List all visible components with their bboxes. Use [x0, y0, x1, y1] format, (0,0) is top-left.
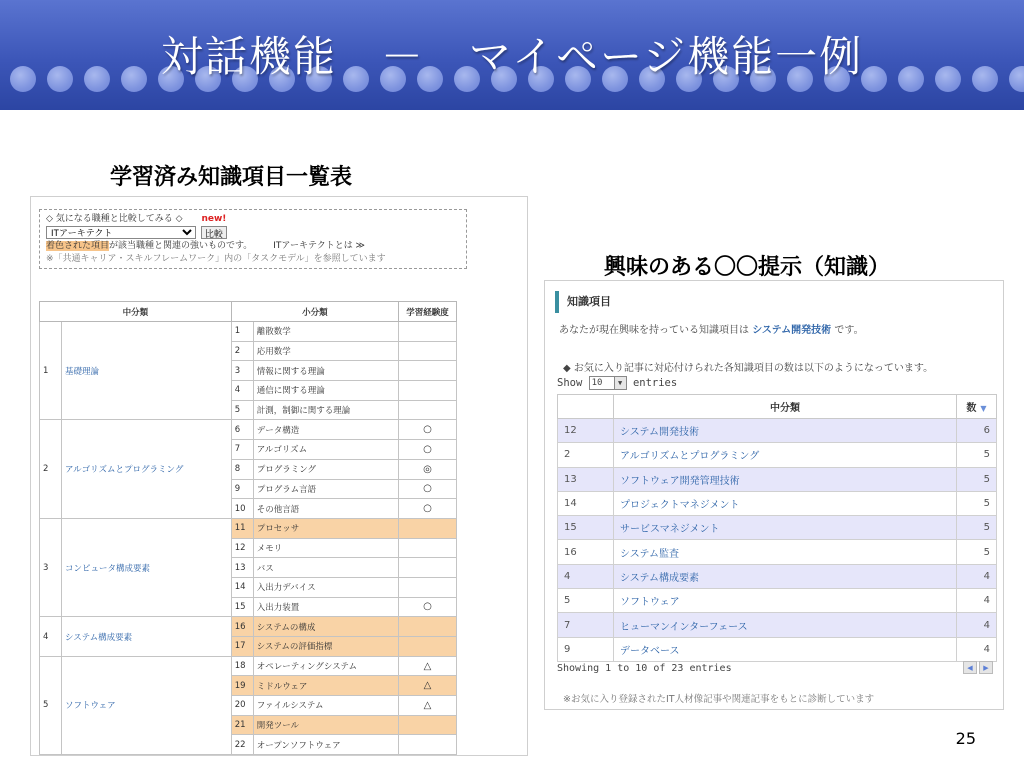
- col-header-subcategory: 小分類: [231, 302, 398, 322]
- row-category[interactable]: ソフトウェア: [614, 589, 957, 613]
- row-count: 4: [957, 637, 997, 661]
- learned-knowledge-panel: [30, 196, 528, 756]
- subcategory-number: 22: [231, 735, 253, 755]
- table-row[interactable]: [558, 589, 997, 613]
- caption-right: 興味のある〇〇提示（知識）: [604, 255, 891, 280]
- col-header-experience: 学習経験度: [399, 302, 457, 322]
- compare-job-box: [39, 209, 467, 269]
- experience-level: ○: [399, 420, 457, 440]
- experience-level: ○: [399, 440, 457, 460]
- row-count: 4: [957, 564, 997, 588]
- experience-level: [399, 577, 457, 597]
- subcategory-name: その他言語: [253, 499, 398, 519]
- subcategory-number: 1: [231, 322, 253, 342]
- category-name: 基礎理論: [62, 322, 232, 420]
- show-label: Show: [557, 377, 583, 389]
- experience-level: [399, 322, 457, 342]
- row-category[interactable]: システム構成要素: [614, 564, 957, 588]
- subcategory-number: 12: [231, 538, 253, 558]
- subcategory-name: システムの構成: [253, 617, 398, 637]
- subcategory-name: 計測，制御に関する理論: [253, 400, 398, 420]
- sort-desc-icon[interactable]: ▼: [980, 404, 987, 413]
- subcategory-number: 5: [231, 400, 253, 420]
- row-count: 5: [957, 491, 997, 515]
- highlight-legend-desc: が該当職種と関連の強いものです。: [109, 241, 253, 251]
- interest-table: [557, 394, 997, 662]
- prev-page-icon[interactable]: ◀: [963, 661, 977, 674]
- category-name: ソフトウェア: [62, 656, 232, 754]
- category-number: 2: [40, 420, 62, 518]
- row-id: 14: [558, 491, 614, 515]
- col-header-count[interactable]: [957, 395, 997, 419]
- subcategory-number: 14: [231, 577, 253, 597]
- col-header-category: 中分類: [40, 302, 232, 322]
- subcategory-number: 17: [231, 637, 253, 657]
- pagination: [961, 661, 993, 674]
- table-row: [40, 617, 457, 637]
- subcategory-number: 18: [231, 656, 253, 676]
- job-info-link[interactable]: ITアーキテクトとは ≫: [273, 241, 365, 251]
- experience-level: △: [399, 656, 457, 676]
- subcategory-number: 19: [231, 676, 253, 696]
- subcategory-name: システムの評価指標: [253, 637, 398, 657]
- row-count: 5: [957, 467, 997, 491]
- experience-level: [399, 617, 457, 637]
- row-category[interactable]: システム監査: [614, 540, 957, 564]
- compare-button[interactable]: 比較: [201, 226, 227, 239]
- interest-link[interactable]: システム開発技術: [752, 325, 832, 336]
- chevron-down-icon[interactable]: ▼: [614, 377, 626, 389]
- page-length-control: [557, 376, 677, 390]
- experience-level: [399, 735, 457, 755]
- table-row[interactable]: [558, 419, 997, 443]
- row-count: 4: [957, 589, 997, 613]
- subcategory-number: 9: [231, 479, 253, 499]
- experience-level: [399, 341, 457, 361]
- subcategory-number: 3: [231, 361, 253, 381]
- row-category[interactable]: プロジェクトマネジメント: [614, 491, 957, 515]
- job-select[interactable]: [46, 226, 196, 239]
- new-badge: new!: [201, 214, 227, 224]
- experience-level: ◎: [399, 459, 457, 479]
- subcategory-name: アルゴリズム: [253, 440, 398, 460]
- table-row: [40, 420, 457, 440]
- category-number: 1: [40, 322, 62, 420]
- table-row[interactable]: [558, 467, 997, 491]
- experience-level: [399, 637, 457, 657]
- experience-level: [399, 518, 457, 538]
- row-id: 7: [558, 613, 614, 637]
- row-id: 2: [558, 443, 614, 467]
- row-id: 13: [558, 467, 614, 491]
- experience-level: [399, 558, 457, 578]
- slide-title: 対話機能 － マイページ機能一例: [160, 32, 864, 81]
- experience-level: ○: [399, 479, 457, 499]
- category-name: システム構成要素: [62, 617, 232, 656]
- diagnosis-note: ※お気に入り登録されたIT人材像記事や関連記事をもとに診断しています: [563, 694, 875, 705]
- subcategory-number: 15: [231, 597, 253, 617]
- subcategory-number: 4: [231, 381, 253, 401]
- page-length-value: 10: [591, 378, 603, 388]
- table-row[interactable]: [558, 516, 997, 540]
- experience-level: [399, 715, 457, 735]
- page-number: 25: [955, 729, 976, 748]
- panel-heading: 知識項目: [555, 291, 611, 313]
- subcategory-number: 13: [231, 558, 253, 578]
- row-id: 9: [558, 637, 614, 661]
- compare-label: ◇ 気になる職種と比較してみる ◇: [46, 214, 183, 224]
- entries-label: entries: [632, 377, 678, 389]
- subcategory-number: 7: [231, 440, 253, 460]
- table-row: [40, 656, 457, 676]
- row-category[interactable]: サービスマネジメント: [614, 516, 957, 540]
- table-row[interactable]: [558, 491, 997, 515]
- interest-knowledge-panel: [544, 280, 1004, 710]
- row-count: 4: [957, 613, 997, 637]
- row-id: 15: [558, 516, 614, 540]
- experience-level: [399, 381, 457, 401]
- row-count: 5: [957, 540, 997, 564]
- table-row: [40, 518, 457, 538]
- row-id: 12: [558, 419, 614, 443]
- col-header-id[interactable]: [558, 395, 614, 419]
- experience-level: △: [399, 676, 457, 696]
- col-header-category[interactable]: [614, 395, 957, 419]
- category-name: アルゴリズムとプログラミング: [62, 420, 232, 518]
- subcategory-name: 離散数学: [253, 322, 398, 342]
- table-info: Showing 1 to 10 of 23 entries: [557, 663, 732, 674]
- table-row[interactable]: [558, 443, 997, 467]
- subcategory-name: 通信に関する理論: [253, 381, 398, 401]
- category-number: 4: [40, 617, 62, 656]
- row-count: 5: [957, 516, 997, 540]
- subcategory-name: プロセッサ: [253, 518, 398, 538]
- row-category[interactable]: アルゴリズムとプログラミング: [614, 443, 957, 467]
- row-category[interactable]: データベース: [614, 637, 957, 661]
- subcategory-name: バス: [253, 558, 398, 578]
- experience-level: [399, 361, 457, 381]
- subcategory-number: 10: [231, 499, 253, 519]
- subcategory-name: メモリ: [253, 538, 398, 558]
- subcategory-name: プログラム言語: [253, 479, 398, 499]
- subcategory-name: 情報に関する理論: [253, 361, 398, 381]
- row-id: 16: [558, 540, 614, 564]
- interest-line: [559, 321, 864, 336]
- subcategory-number: 2: [231, 341, 253, 361]
- subcategory-name: オープンソフトウェア: [253, 735, 398, 755]
- subcategory-name: データ構造: [253, 420, 398, 440]
- subcategory-name: オペレーティングシステム: [253, 656, 398, 676]
- table-row[interactable]: [558, 540, 997, 564]
- subcategory-name: ファイルシステム: [253, 696, 398, 716]
- subcategory-number: 20: [231, 696, 253, 716]
- experience-level: [399, 538, 457, 558]
- favorites-line: ◆ お気に入り記事に対応付けられた各知識項目の数は以下のようになっています。: [563, 363, 934, 374]
- caption-left: 学習済み知識項目一覧表: [110, 165, 353, 190]
- subcategory-name: 開発ツール: [253, 715, 398, 735]
- category-number: 5: [40, 656, 62, 754]
- subcategory-number: 21: [231, 715, 253, 735]
- subcategory-name: 応用数学: [253, 341, 398, 361]
- row-count: 6: [957, 419, 997, 443]
- experience-level: ○: [399, 499, 457, 519]
- subcategory-name: プログラミング: [253, 459, 398, 479]
- experience-level: ○: [399, 597, 457, 617]
- table-row: [40, 322, 457, 342]
- row-category[interactable]: ソフトウェア開発管理技術: [614, 467, 957, 491]
- interest-suffix: です。: [834, 325, 864, 336]
- subcategory-name: ミドルウェア: [253, 676, 398, 696]
- highlight-legend: 着色された項目: [46, 241, 110, 251]
- row-count: 5: [957, 443, 997, 467]
- category-number: 3: [40, 518, 62, 616]
- row-id: 5: [558, 589, 614, 613]
- interest-prefix: あなたが現在興味を持っている知識項目は: [559, 325, 749, 336]
- next-page-icon[interactable]: ▶: [979, 661, 993, 674]
- knowledge-table: [39, 301, 457, 755]
- experience-level: △: [399, 696, 457, 716]
- row-category[interactable]: ヒューマンインターフェース: [614, 613, 957, 637]
- subcategory-name: 入出力装置: [253, 597, 398, 617]
- subcategory-number: 16: [231, 617, 253, 637]
- row-id: 4: [558, 564, 614, 588]
- table-row[interactable]: [558, 613, 997, 637]
- col-header-category-label: 中分類: [770, 403, 800, 414]
- subcategory-name: 入出力デバイス: [253, 577, 398, 597]
- subcategory-number: 11: [231, 518, 253, 538]
- table-row[interactable]: [558, 564, 997, 588]
- col-header-count-label: 数: [966, 403, 977, 414]
- subcategory-number: 8: [231, 459, 253, 479]
- header-banner: [0, 0, 1024, 110]
- compare-note: ※「共通キャリア・スキルフレームワーク」内の「タスクモデル」を参照しています: [46, 254, 386, 264]
- table-row[interactable]: [558, 637, 997, 661]
- experience-level: [399, 400, 457, 420]
- subcategory-number: 6: [231, 420, 253, 440]
- page-length-select[interactable]: [589, 376, 627, 390]
- category-name: コンピュータ構成要素: [62, 518, 232, 616]
- row-category[interactable]: システム開発技術: [614, 419, 957, 443]
